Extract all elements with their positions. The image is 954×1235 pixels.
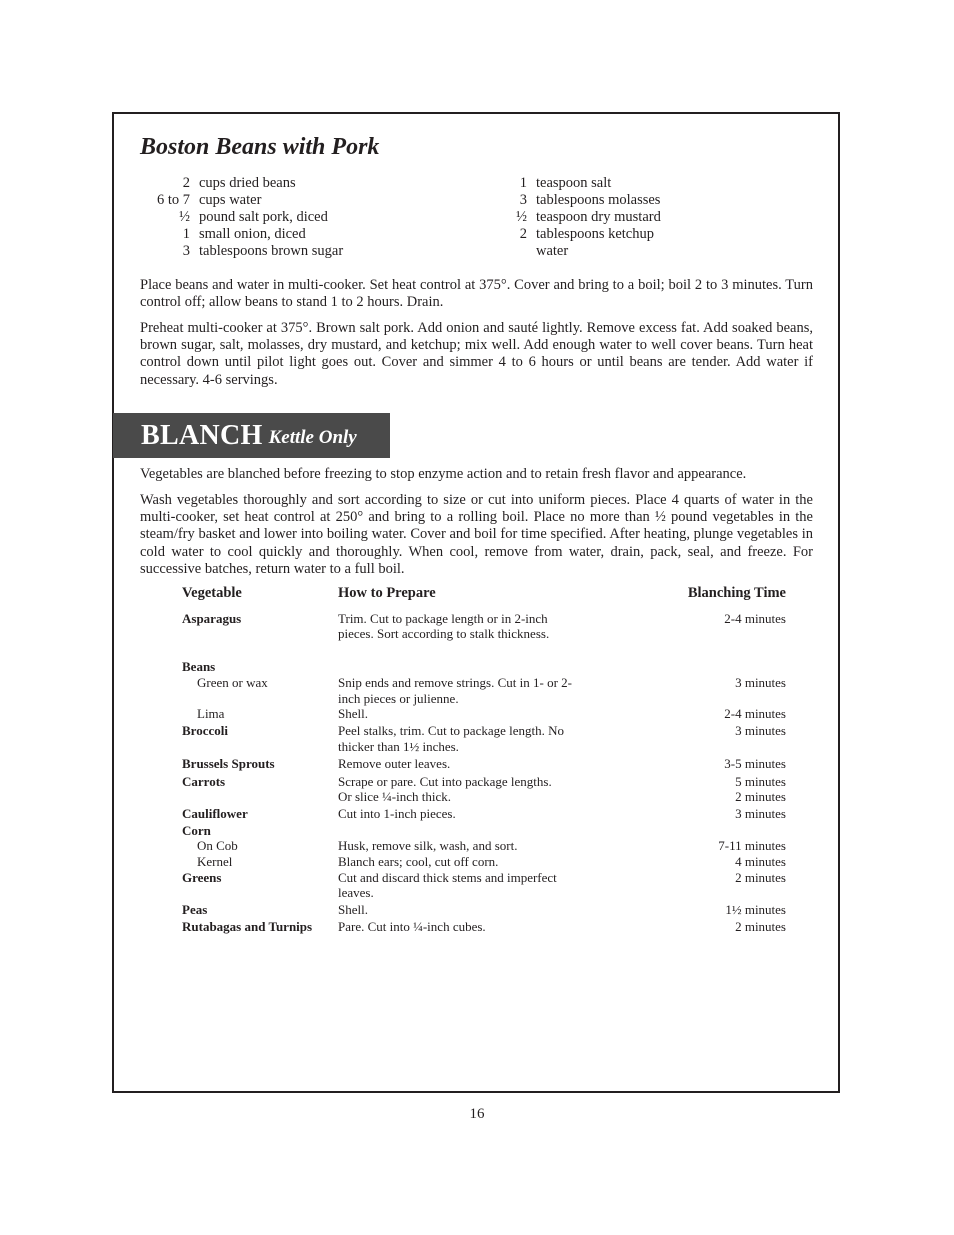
ingredient-quantity <box>500 243 536 260</box>
ingredient-row <box>500 175 661 192</box>
ingredient-row <box>140 175 343 192</box>
prepare-cell: Or slice ¼-inch thick. <box>338 789 451 805</box>
prepare-cell: Remove outer leaves. <box>338 756 451 772</box>
table-row <box>182 838 786 853</box>
header-vegetable: Vegetable <box>182 585 242 601</box>
prepare-cell <box>338 659 578 674</box>
ingredient-quantity: 3 <box>182 243 190 259</box>
ingredient-quantity: 1 <box>182 226 190 242</box>
table-row <box>182 706 786 721</box>
prepare-cell: Pare. Cut into ¼-inch cubes. <box>338 919 486 935</box>
recipe-title: Boston Beans with Pork <box>140 134 380 160</box>
ingredient-name: teaspoon dry mustard <box>536 209 661 225</box>
vegetable-cell: Brussels Sprouts <box>182 756 275 772</box>
ingredients-right-column <box>500 175 661 260</box>
table-row <box>182 806 786 821</box>
ingredients-left-column <box>140 175 343 260</box>
table-row <box>182 659 786 674</box>
prepare-cell: Shell. <box>338 706 368 722</box>
ingredient-row <box>500 209 661 226</box>
blanching-time-cell: 2-4 minutes <box>724 611 786 626</box>
ingredient-row <box>500 243 661 260</box>
vegetable-cell: Green or wax <box>197 675 268 691</box>
blanch-intro: Vegetables are blanched before freezing to stop enzyme action and to retain fresh flavor and appearance. <box>140 466 747 482</box>
table-row <box>182 675 786 706</box>
ingredient-quantity: ½ <box>179 209 190 225</box>
prepare-cell: Blanch ears; cool, cut off corn. <box>338 853 499 869</box>
vegetable-cell: Broccoli <box>182 723 228 739</box>
blanching-time-cell: 3 minutes <box>735 806 786 822</box>
vegetable-cell: Rutabagas and Turnips <box>182 919 313 935</box>
vegetable-cell: Carrots <box>182 773 226 789</box>
prepare-cell <box>338 823 578 838</box>
ingredient-quantity: ½ <box>516 209 527 225</box>
ingredient-name: tablespoons molasses <box>536 192 661 208</box>
header-how-to-prepare: How to Prepare <box>338 585 436 601</box>
blanching-time-cell: 3 minutes <box>735 723 786 739</box>
table-row <box>182 723 786 754</box>
prepare-cell: Cut into 1-inch pieces. <box>338 806 456 822</box>
blanch-subheading: Kettle Only <box>268 426 357 448</box>
vegetable-cell: Peas <box>182 901 208 917</box>
ingredient-name: water <box>536 243 569 259</box>
blanching-time-cell: 3-5 minutes <box>724 756 786 772</box>
recipe-step-1: Place beans and water in multi-cooker. Set heat control at 375°. Cover and bring to a boil; boil 2 to 3 minutes. Turn control off; allow beans to stand 1 to 2 hours. Drain. <box>140 277 813 311</box>
prepare-cell: Peel stalks, trim. Cut to package length. No thicker than 1½ inches. <box>338 723 565 754</box>
table-row <box>182 870 786 901</box>
vegetable-cell: Corn <box>182 822 211 838</box>
ingredient-quantity: 1 <box>519 175 527 191</box>
table-row <box>182 854 786 869</box>
ingredient-quantity: 2 <box>519 226 527 242</box>
blanching-time-cell: 2 minutes <box>735 870 786 886</box>
ingredient-row <box>140 209 343 226</box>
blanch-instructions: Wash vegetables thoroughly and sort according to size or cut into uniform pieces. Place 4 quarts of water in the multi-cooker, set heat control at 250° and bring to a rolling boil. Place no more than ½ pound vegetables in the steam/fry basket and lower into boiling water. Cover and boil for time specified. After heating, plunge vegetables in cold water to cool quickly and thoroughly. When cool, remove from water, drain, pack, seal, and freeze. For successive batches, return water to a full boil. <box>140 492 813 577</box>
vegetable-cell: Asparagus <box>182 611 242 626</box>
prepare-cell: Husk, remove silk, wash, and sort. <box>338 838 518 854</box>
ingredient-name: tablespoons ketchup <box>536 226 654 242</box>
table-row <box>182 823 786 838</box>
prepare-cell: Scrape or pare. Cut into package lengths. <box>338 773 552 789</box>
ingredient-row <box>500 226 661 243</box>
vegetable-cell: Beans <box>182 658 216 674</box>
ingredient-name: teaspoon salt <box>536 175 612 191</box>
ingredient-quantity: 2 <box>182 175 190 191</box>
ingredient-quantity: 6 to 7 <box>156 192 190 208</box>
prepare-cell: Snip ends and remove strings. Cut in 1- or 2-inch pieces or julienne. <box>338 675 572 706</box>
prepare-cell: Cut and discard thick stems and imperfect leaves. <box>338 870 557 901</box>
table-row <box>182 774 786 789</box>
header-blanching-time: Blanching Time <box>687 585 786 601</box>
ingredient-name: cups dried beans <box>199 175 296 191</box>
blanching-time-cell: 1½ minutes <box>725 901 786 917</box>
vegetable-cell: Lima <box>197 706 225 722</box>
table-row <box>182 756 786 771</box>
blanch-banner <box>113 413 390 458</box>
blanching-time-cell: 2 minutes <box>735 919 786 935</box>
ingredient-name: cups water <box>199 192 262 208</box>
ingredient-row <box>140 243 343 260</box>
table-row <box>182 902 786 917</box>
prepare-cell: Shell. <box>338 901 368 917</box>
blanching-time-cell: 4 minutes <box>735 853 786 869</box>
blanching-time-cell: 7-11 minutes <box>718 838 786 854</box>
blanch-table-header <box>182 585 786 605</box>
ingredient-row <box>140 226 343 243</box>
blanching-time-cell: 5 minutes <box>735 773 786 789</box>
blanching-time-cell: 2-4 minutes <box>724 706 786 722</box>
blanching-time-cell: 3 minutes <box>735 675 786 691</box>
page-number: 16 <box>469 1106 485 1122</box>
ingredient-quantity: 3 <box>519 192 527 208</box>
blanching-time-cell: 2 minutes <box>735 789 786 805</box>
ingredient-name: tablespoons brown sugar <box>199 243 344 259</box>
ingredient-name: pound salt pork, diced <box>199 209 328 225</box>
vegetable-cell: Cauliflower <box>182 806 248 822</box>
blanch-heading: BLANCH <box>141 419 263 451</box>
ingredient-row <box>140 192 343 209</box>
table-row <box>182 919 786 934</box>
vegetable-cell: Greens <box>182 870 222 886</box>
blanch-table <box>182 611 786 935</box>
recipe-step-2: Preheat multi-cooker at 375°. Brown salt pork. Add onion and sauté lightly. Remove excess fat. Add soaked beans, brown sugar, salt, molasses, dry mustard, and ketchup; mix well. Add enough water to well cover beans. Turn heat control down until pilot light goes out. Cover and simmer 4 to 6 hours or until beans are tender. Add water if necessary. 4-6 servings. <box>140 320 813 388</box>
table-row <box>182 611 786 642</box>
vegetable-cell: On Cob <box>197 838 238 854</box>
vegetable-cell: Kernel <box>197 853 233 869</box>
table-row <box>182 789 786 804</box>
ingredient-name: small onion, diced <box>199 226 306 242</box>
prepare-cell: Trim. Cut to package length or in 2-inch pieces. Sort according to stalk thickness. <box>338 611 550 642</box>
ingredient-row <box>500 192 661 209</box>
